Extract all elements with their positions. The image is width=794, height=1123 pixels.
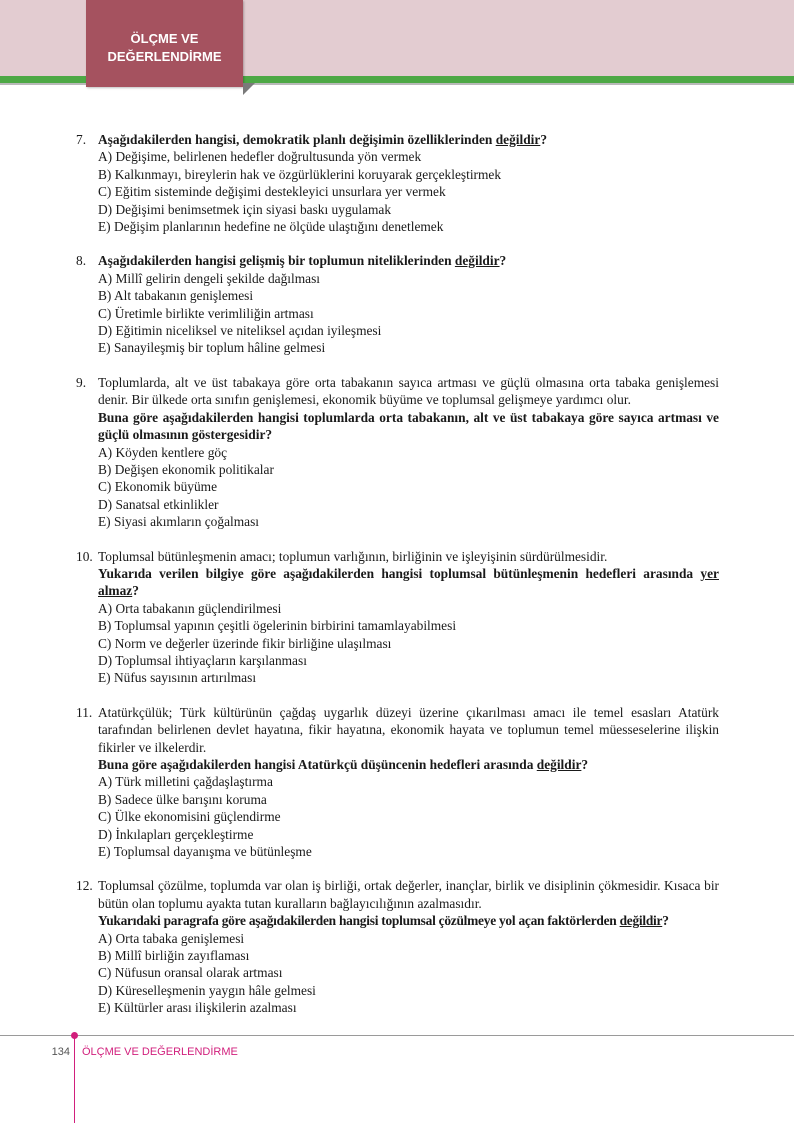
option-d: D) İnkılapları gerçekleştirme <box>98 826 254 842</box>
option-d: D) Değişimi benimsetmek için siyasi baskı uygulamak <box>98 201 392 217</box>
option-a: A) Millî gelirin dengeli şekilde dağılması <box>98 270 321 286</box>
option-e: E) Toplumsal dayanışma ve bütünleşme <box>98 844 312 860</box>
option-b: B) Kalkınmayı, bireylerin hak ve özgürlüklerini koruyarak gerçekleştirmek <box>98 166 502 182</box>
option-b: B) Sadece ülke barışını koruma <box>98 791 267 807</box>
option-a: A) Orta tabaka genişlemesi <box>98 930 245 946</box>
question-number: 7. <box>76 132 87 147</box>
section-tab-line1: ÖLÇME VE <box>130 30 199 46</box>
question-9 <box>76 374 719 531</box>
question-number: 12. <box>76 878 93 894</box>
question-text: Toplumsal bütünleşmenin amacı; toplumun varlığının, birliğinin ve işleyişinin sürdürülmesidir. <box>98 548 608 564</box>
option-b: B) Toplumsal yapının çeşitli ögelerinin birbirini tamamlayabilmesi <box>98 618 457 634</box>
section-tab-fold <box>243 83 255 95</box>
footer-dot <box>71 1032 78 1039</box>
question-stem: Aşağıdakilerden hangisi gelişmiş bir toplumun niteliklerinden değildir? <box>98 253 507 269</box>
option-e: E) Değişim planlarının hedefine ne ölçüde ulaştığını denetlemek <box>98 219 444 235</box>
page-number: 134 <box>51 1046 70 1058</box>
question-stem: Yukarıda verilen bilgiye göre aşağıdakilerden hangisi toplumsal bütünleşmenin hedefleri arasında yer almaz? <box>98 565 719 599</box>
option-d: D) Eğitimin niceliksel ve niteliksel açıdan iyileşmesi <box>98 323 382 339</box>
question-12 <box>76 877 719 1016</box>
option-a: A) Orta tabakanın güçlendirilmesi <box>98 600 282 616</box>
question-number: 8. <box>76 253 87 269</box>
question-text: Toplumsal çözülme, toplumda var olan iş birliği, ortak değerler, inançlar, birlik ve disiplinin çökmesidir. Kısaca bir bütün olan toplumu ayakta tutan kuralların bağlayıcılığının azalmasıdır. <box>98 878 719 911</box>
option-c: C) Üretimle birlikte verimliliğin artması <box>98 305 314 321</box>
option-c: C) Norm ve değerler üzerinde fikir birliğine ulaşılması <box>98 635 392 651</box>
option-c: C) Ülke ekonomisini güçlendirme <box>98 809 281 825</box>
question-8 <box>76 252 719 356</box>
option-e: E) Siyasi akımların çoğalması <box>98 514 260 530</box>
question-stem: Buna göre aşağıdakilerden hangisi toplumlarda orta tabakanın, alt ve üst tabakaya göre sayıca artması ve güçlü olmasının göstergesidir? <box>98 409 719 443</box>
question-stem: Yukarıdaki paragrafa göre aşağıdakilerden hangisi toplumsal çözülmeye yol açan faktörlerden değildir? <box>98 913 669 929</box>
option-b: B) Değişen ekonomik politikalar <box>98 461 274 477</box>
question-text: Atatürkçülük; Türk kültürünün çağdaş uygarlık düzeyi üzerine çıkarılması amacı ile temel esasları Atatürk tarafından belirlenen devlet hayatına, fikir hayatına, ekonomik hayata ve toplumun temel müesseselerine ilişkin fikirler ve ilkelerdir. <box>98 704 719 755</box>
question-text: Toplumlarda, alt ve üst tabakaya göre orta tabakanın sayıca artması ve güçlü olmasına orta tabaka genişlemesi denir. Bir ülkede orta sınıfın genişlemesi, ekonomik büyüme ve toplumsal gelişmeye yardımcı olur. <box>98 374 719 408</box>
footer-rule <box>0 1035 794 1036</box>
option-b: B) Millî birliğin zayıflaması <box>98 948 250 964</box>
option-e: E) Nüfus sayısının artırılması <box>98 670 257 686</box>
option-a: A) Değişime, belirlenen hedefler doğrultusunda yön vermek <box>98 149 422 165</box>
question-number: 9. <box>76 374 87 390</box>
option-a: A) Türk milletini çağdaşlaştırma <box>98 774 273 790</box>
question-10 <box>76 548 719 687</box>
question-number: 11. <box>76 704 93 720</box>
option-c: C) Ekonomik büyüme <box>98 479 218 495</box>
footer-title: ÖLÇME VE DEĞERLENDİRME <box>82 1046 238 1058</box>
option-b: B) Alt tabakanın genişlemesi <box>98 288 254 304</box>
option-e: E) Sanayileşmiş bir toplum hâline gelmesi <box>98 340 326 356</box>
option-d: D) Küreselleşmenin yaygın hâle gelmesi <box>98 982 316 998</box>
option-c: C) Eğitim sisteminde değişimi destekleyici unsurlara yer vermek <box>98 184 446 200</box>
question-stem: Aşağıdakilerden hangisi, demokratik planlı değişimin özelliklerinden değildir? <box>98 132 548 147</box>
section-tab <box>86 0 243 87</box>
question-11 <box>76 704 719 861</box>
option-a: A) Köyden kentlere göç <box>98 444 228 460</box>
section-tab-line2: DEĞERLENDİRME <box>107 48 222 64</box>
option-c: C) Nüfusun oransal olarak artması <box>98 965 283 981</box>
option-d: D) Sanatsal etkinlikler <box>98 496 219 512</box>
question-stem: Buna göre aşağıdakilerden hangisi Atatürkçü düşüncenin hedefleri arasında değildir? <box>98 757 589 772</box>
option-d: D) Toplumsal ihtiyaçların karşılanması <box>98 652 307 668</box>
question-7 <box>76 131 719 235</box>
question-list <box>76 131 719 1034</box>
question-number: 10. <box>76 548 93 564</box>
option-e: E) Kültürler arası ilişkilerin azalması <box>98 1000 297 1016</box>
footer-vertical-rule <box>74 1035 75 1123</box>
